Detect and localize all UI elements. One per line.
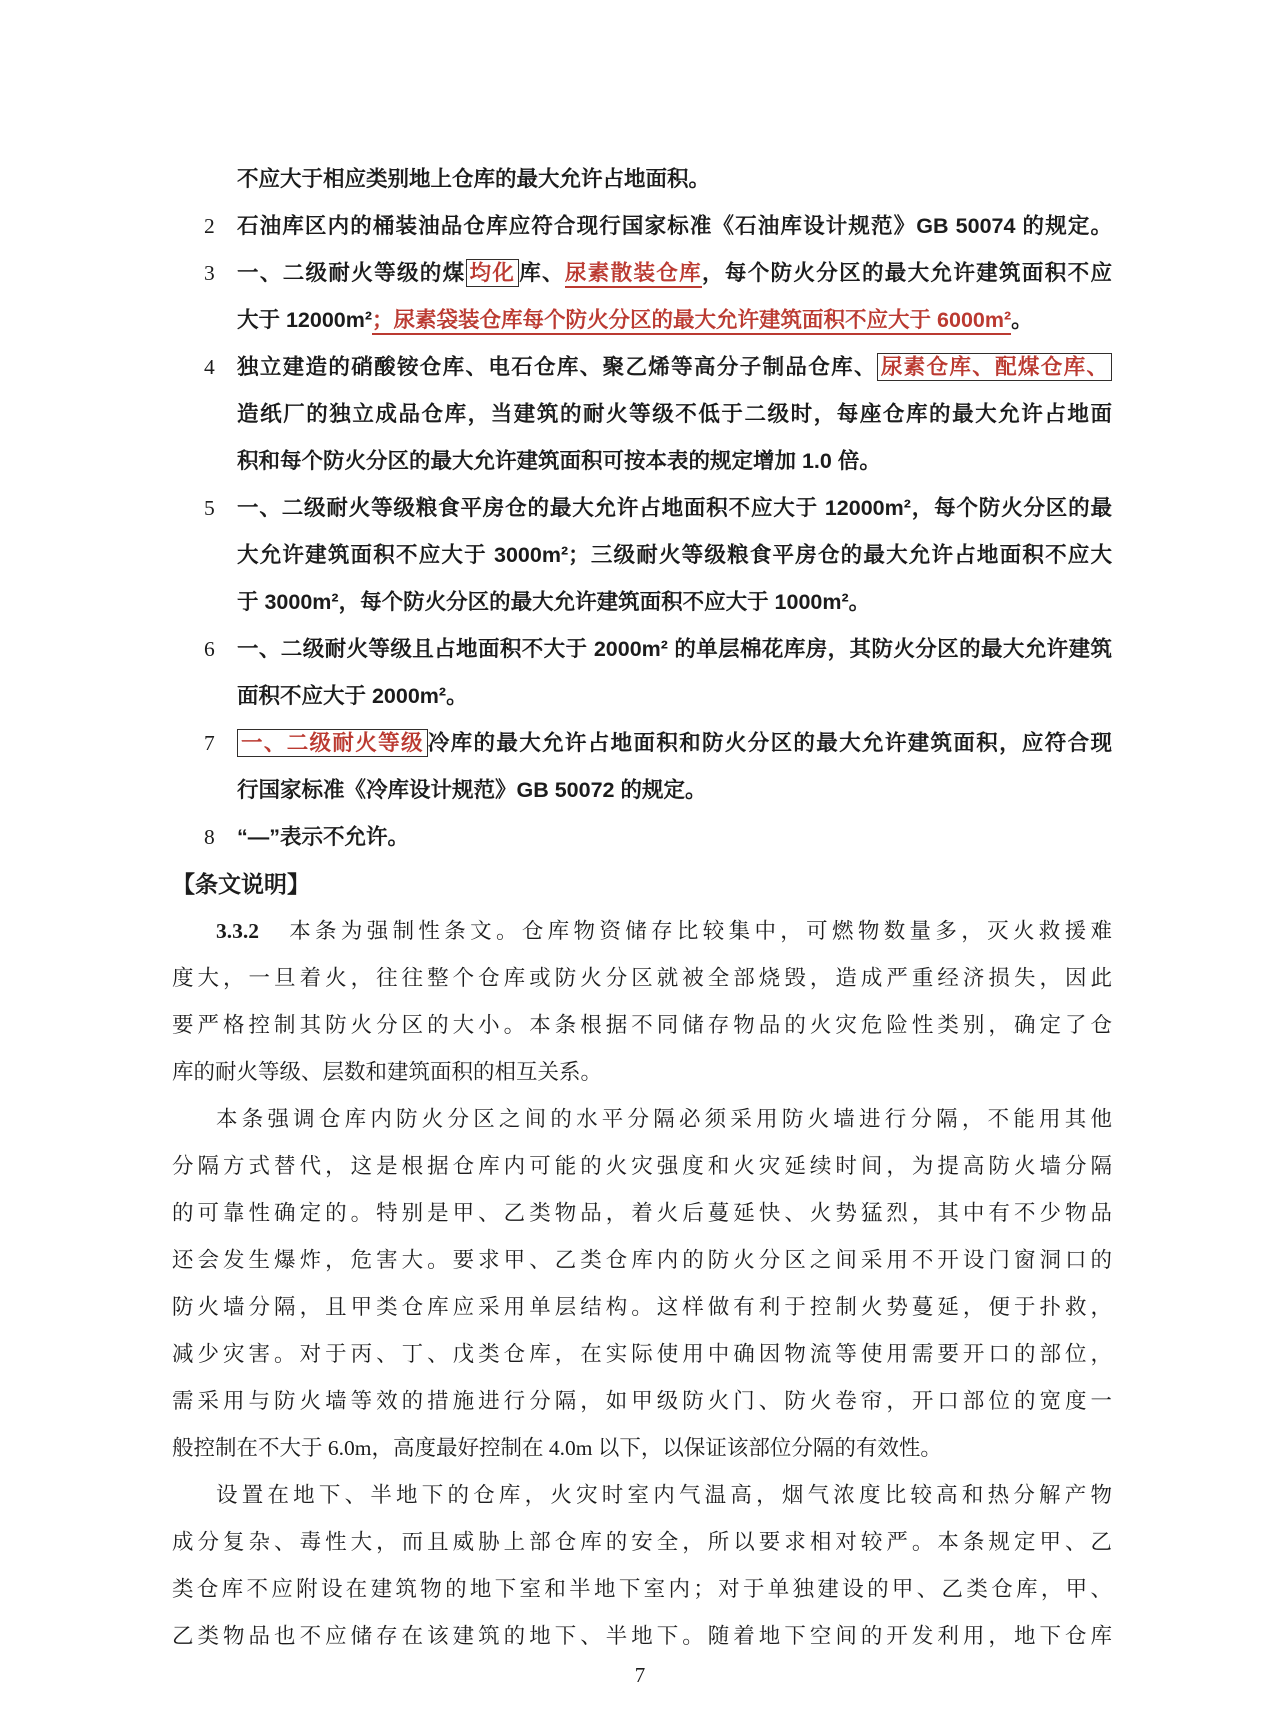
note-item — [172, 203, 1112, 250]
text-segment: 库的耐火等级、层数和建筑面积的相互关系。 — [172, 1060, 603, 1084]
text-segment: 造纸厂的独立成品仓库，当建筑的耐火等级不低于二级时，每座仓库的最大允许占地面 — [237, 402, 1112, 426]
note-number: 5 — [204, 496, 215, 520]
explanation-heading: 【条文说明】 — [172, 871, 310, 897]
paragraph-line — [172, 1049, 1112, 1096]
text-segment: 不应大于相应类别地上仓库的最大允许占地面积。 — [237, 167, 711, 191]
text-segment: 成分复杂、毒性大，而且威胁上部仓库的安全，所以要求相对较严。本条规定甲、乙 — [172, 1530, 1112, 1554]
text-segment: 般控制在不大于 6.0m，高度最好控制在 4.0m 以下，以保证该部位分隔的有效性。 — [172, 1436, 942, 1460]
paragraph-line — [172, 1237, 1112, 1284]
text-segment: 大允许建筑面积不应大于 3000m²；三级耐火等级粮食平房仓的最大允许占地面积不应大 — [237, 543, 1112, 567]
note-line — [237, 438, 1112, 485]
text-segment: 还会发生爆炸，危害大。要求甲、乙类仓库内的防火分区之间采用不开设门窗洞口的 — [172, 1248, 1112, 1272]
text-segment: 的可靠性确定的。特别是甲、乙类物品，着火后蔓延快、火势猛烈，其中有不少物品 — [172, 1201, 1112, 1225]
note-item — [172, 626, 1112, 720]
note-item — [172, 250, 1112, 344]
text-segment: “—”表示不允许。 — [237, 825, 410, 849]
text-segment: 本条强调仓库内防火分区之间的水平分隔必须采用防火墙进行分隔，不能用其他 — [216, 1107, 1112, 1131]
text-segment: 本条为强制性条文。仓库物资储存比较集中，可燃物数量多，灭火救援难 — [259, 919, 1112, 943]
text-segment: 设置在地下、半地下的仓库，火灾时室内气温高，烟气浓度比较高和热分解产物 — [216, 1483, 1112, 1507]
text-segment: 乙类物品也不应储存在该建筑的地下、半地下。随着地下空间的开发利用，地下仓库 — [172, 1624, 1112, 1648]
note-line — [237, 485, 1112, 532]
revision-underlined-text: 尿素散装仓库 — [565, 261, 702, 288]
paragraph-line — [172, 955, 1112, 1002]
text-segment: 大于 12000m² — [237, 308, 373, 332]
text-segment: 需采用与防火墙等效的措施进行分隔，如甲级防火门、防火卷帘，开口部位的宽度一 — [172, 1389, 1112, 1413]
revision-boxed-text: 一、二级耐火等级 — [237, 729, 428, 757]
paragraph-line — [172, 1519, 1112, 1566]
note-line — [237, 579, 1112, 626]
text-segment: 类仓库不应附设在建筑物的地下室和半地下室内；对于单独建设的甲、乙类仓库，甲、 — [172, 1577, 1112, 1601]
paragraph-line — [172, 1425, 1112, 1472]
note-line — [237, 532, 1112, 579]
text-segment: 一、二级耐火等级粮食平房仓的最大允许占地面积不应大于 12000m²，每个防火分区的最 — [237, 496, 1112, 520]
paragraph-line — [172, 1096, 1112, 1143]
text-segment: 防火墙分隔，且甲类仓库应采用单层结构。这样做有利于控制火势蔓延，便于扑救， — [172, 1295, 1112, 1319]
paragraph — [172, 908, 1112, 1096]
paragraph-line — [172, 1331, 1112, 1378]
text-segment: 。 — [1011, 308, 1033, 332]
text-segment: ，每个防火分区的最大允许建筑面积不应 — [702, 261, 1112, 285]
note-number: 2 — [204, 214, 215, 238]
text-segment: 冷库的最大允许占地面积和防火分区的最大允许建筑面积，应符合现 — [427, 731, 1112, 755]
paragraph-line — [172, 1190, 1112, 1237]
note-item — [172, 814, 1112, 861]
notes-section — [172, 156, 1112, 861]
note-line — [237, 203, 1112, 250]
paragraph-line — [172, 1566, 1112, 1613]
note-number: 6 — [204, 637, 215, 661]
note-line — [237, 344, 1112, 391]
text-segment: 一、二级耐火等级且占地面积不大于 2000m² 的单层棉花库房，其防火分区的最大允许建筑 — [237, 637, 1112, 661]
paragraph-line — [172, 1143, 1112, 1190]
note-line — [237, 250, 1112, 297]
note-item — [172, 720, 1112, 814]
revision-boxed-text: 均化 — [466, 259, 520, 287]
note-line — [237, 673, 1112, 720]
note-item — [172, 485, 1112, 626]
note-line — [237, 391, 1112, 438]
text-segment: 一、二级耐火等级的煤 — [237, 261, 466, 285]
revision-boxed-text: 尿素仓库、配煤仓库、 — [877, 353, 1112, 381]
text-segment: 库、 — [519, 261, 565, 285]
note-line — [237, 767, 1112, 814]
paragraph — [172, 1472, 1112, 1660]
note-line — [237, 720, 1112, 767]
text-segment: 行国家标准《冷库设计规范》GB 50072 的规定。 — [237, 778, 707, 802]
text-segment: 石油库区内的桶装油品仓库应符合现行国家标准《石油库设计规范》GB 50074 的规定。 — [237, 214, 1112, 238]
note-line — [237, 297, 1112, 344]
paragraph-line — [172, 1613, 1112, 1660]
text-segment: 于 3000m²，每个防火分区的最大允许建筑面积不应大于 1000m²。 — [237, 590, 871, 614]
explanation-body — [172, 908, 1112, 1660]
text-segment: 面积不应大于 2000m²。 — [237, 684, 468, 708]
note-number: 3 — [204, 261, 215, 285]
clause-number: 3.3.2 — [216, 919, 259, 943]
text-segment: 积和每个防火分区的最大允许建筑面积可按本表的规定增加 1.0 倍。 — [237, 449, 881, 473]
page-number: 7 — [634, 1663, 646, 1687]
text-segment: 减少灾害。对于丙、丁、戊类仓库，在实际使用中确因物流等使用需要开口的部位， — [172, 1342, 1112, 1366]
note-number: 8 — [204, 825, 215, 849]
text-segment: 分隔方式替代，这是根据仓库内可能的火灾强度和火灾延续时间，为提高防火墙分隔 — [172, 1154, 1112, 1178]
revision-underlined-text: ；尿素袋装仓库每个防火分区的最大允许建筑面积不应大于 6000m² — [372, 308, 1011, 335]
paragraph-line — [172, 1284, 1112, 1331]
text-segment: 独立建造的硝酸铵仓库、电石仓库、聚乙烯等高分子制品仓库、 — [237, 355, 877, 379]
note-continuation-line — [172, 156, 1112, 203]
note-line — [237, 626, 1112, 673]
paragraph-line — [172, 908, 1112, 955]
note-number: 7 — [204, 731, 215, 755]
note-item — [172, 344, 1112, 485]
paragraph-line — [172, 1378, 1112, 1425]
paragraph-line — [172, 1472, 1112, 1519]
paragraph-line — [172, 1002, 1112, 1049]
text-segment: 要严格控制其防火分区的大小。本条根据不同储存物品的火灾危险性类别，确定了仓 — [172, 1013, 1112, 1037]
page-content — [172, 156, 1112, 1660]
text-segment: 度大，一旦着火，往往整个仓库或防火分区就被全部烧毁，造成严重经济损失，因此 — [172, 966, 1112, 990]
note-number: 4 — [204, 355, 215, 379]
paragraph — [172, 1096, 1112, 1472]
note-line — [237, 814, 1112, 861]
